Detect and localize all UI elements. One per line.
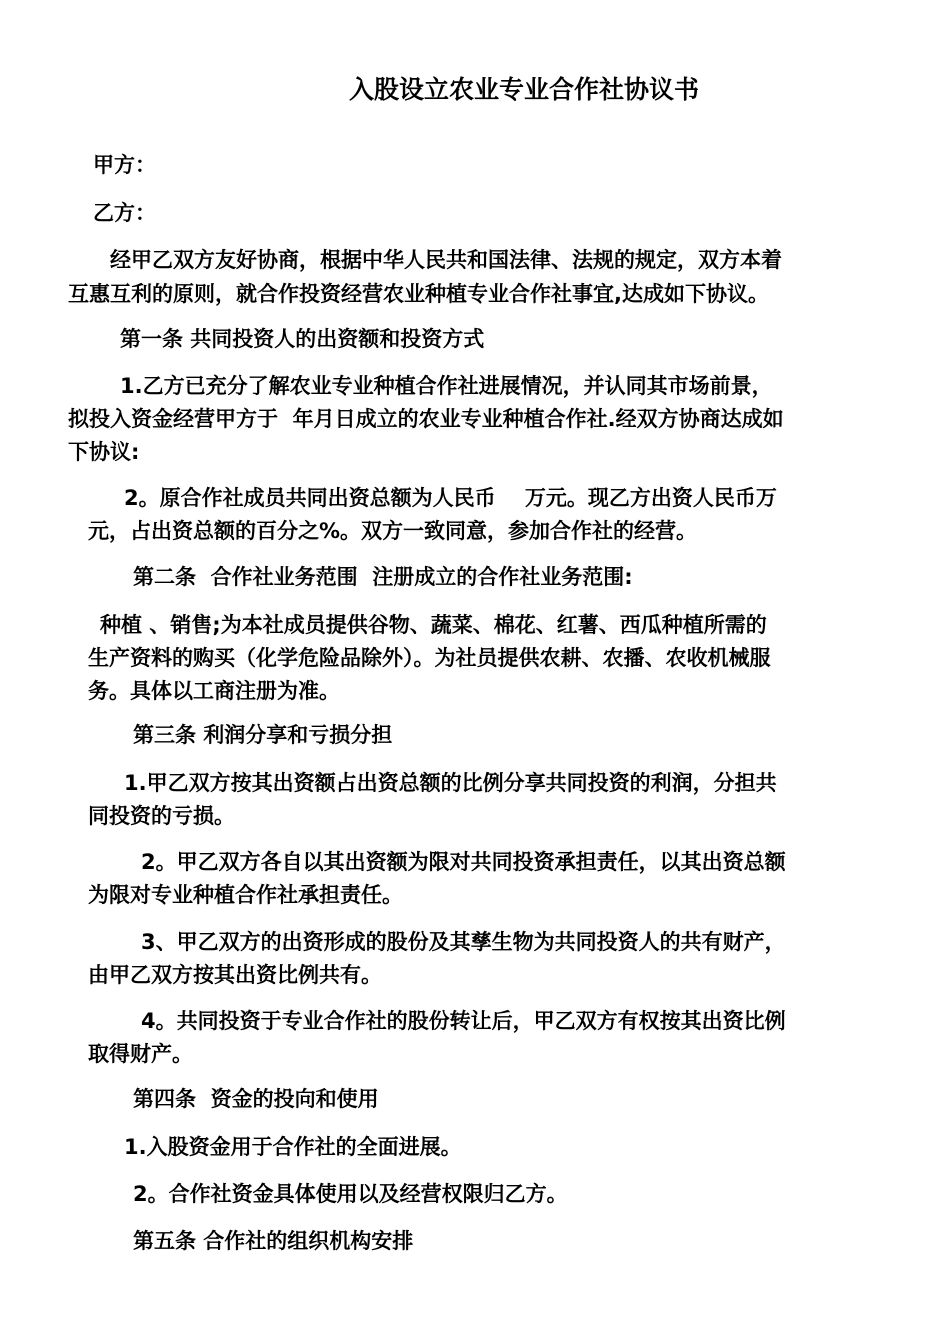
article-2-body-line-3: 务。具体以工商注册为准。 <box>88 679 340 703</box>
article-1-item-2-line-1: 2。原合作社成员共同出资总额为人民币 万元。现乙方出资人民币万 <box>124 486 777 510</box>
article-4-heading: 第四条 资金的投向和使用 <box>133 1087 379 1111</box>
article-3-item-1-line-1: 1.甲乙双方按其出资额占出资总额的比例分享共同投资的利润，分担共 <box>124 771 777 795</box>
article-3-item-4-line-1: 4。共同投资于专业合作社的股份转让后，甲乙双方有权按其出资比例 <box>141 1009 786 1033</box>
article-4-item-1: 1.入股资金用于合作社的全面进展。 <box>124 1135 462 1159</box>
article-2-heading: 第二条 合作社业务范围 注册成立的合作社业务范围: <box>133 565 633 589</box>
article-1-item-1-line-2: 拟投入资金经营甲方于 年月日成立的农业专业种植合作社.经双方协商达成如 <box>68 407 784 431</box>
article-3-item-3-line-1: 3、甲乙双方的出资形成的股份及其孳生物为共同投资人的共有财产， <box>141 930 786 954</box>
article-3-item-4-line-2: 取得财产。 <box>88 1042 193 1066</box>
intro-line-2: 互惠互利的原则，就合作投资经营农业种植专业合作社事宜,达成如下协议。 <box>68 282 769 306</box>
article-1-heading: 第一条 共同投资人的出资额和投资方式 <box>120 327 485 351</box>
article-3-item-2-line-1: 2。甲乙双方各自以其出资额为限对共同投资承担责任，以其出资总额 <box>141 850 786 874</box>
party-a-label: 甲方： <box>93 153 156 177</box>
article-3-item-2-line-2: 为限对专业种植合作社承担责任。 <box>88 883 403 907</box>
article-5-heading: 第五条 合作社的组织机构安排 <box>133 1229 414 1253</box>
article-2-body-line-2: 生产资料的购买（化学危险品除外）。为社员提供农耕、农播、农收机械服 <box>88 646 771 670</box>
intro-line-1: 经甲乙双方友好协商，根据中华人民共和国法律、法规的规定，双方本着 <box>110 248 782 272</box>
article-1-item-1-line-1: 1.乙方已充分了解农业专业种植合作社进展情况，并认同其市场前景， <box>120 374 773 398</box>
article-1-item-1-line-3: 下协议: <box>68 440 140 464</box>
article-3-item-3-line-2: 由甲乙双方按其出资比例共有。 <box>88 963 382 987</box>
article-2-body-line-1: 种植 、销售;为本社成员提供谷物、蔬菜、棉花、红薯、西瓜种植所需的 <box>100 613 767 637</box>
party-b-label: 乙方： <box>93 201 156 225</box>
article-4-item-2: 2。合作社资金具体使用以及经营权限归乙方。 <box>133 1182 568 1206</box>
document-title: 入股设立农业专业合作社协议书 <box>349 75 700 104</box>
article-3-heading: 第三条 利润分享和亏损分担 <box>133 723 393 747</box>
article-3-item-1-line-2: 同投资的亏损。 <box>88 804 235 828</box>
article-1-item-2-line-2: 元，占出资总额的百分之%。双方一致同意，参加合作社的经营。 <box>88 519 698 543</box>
